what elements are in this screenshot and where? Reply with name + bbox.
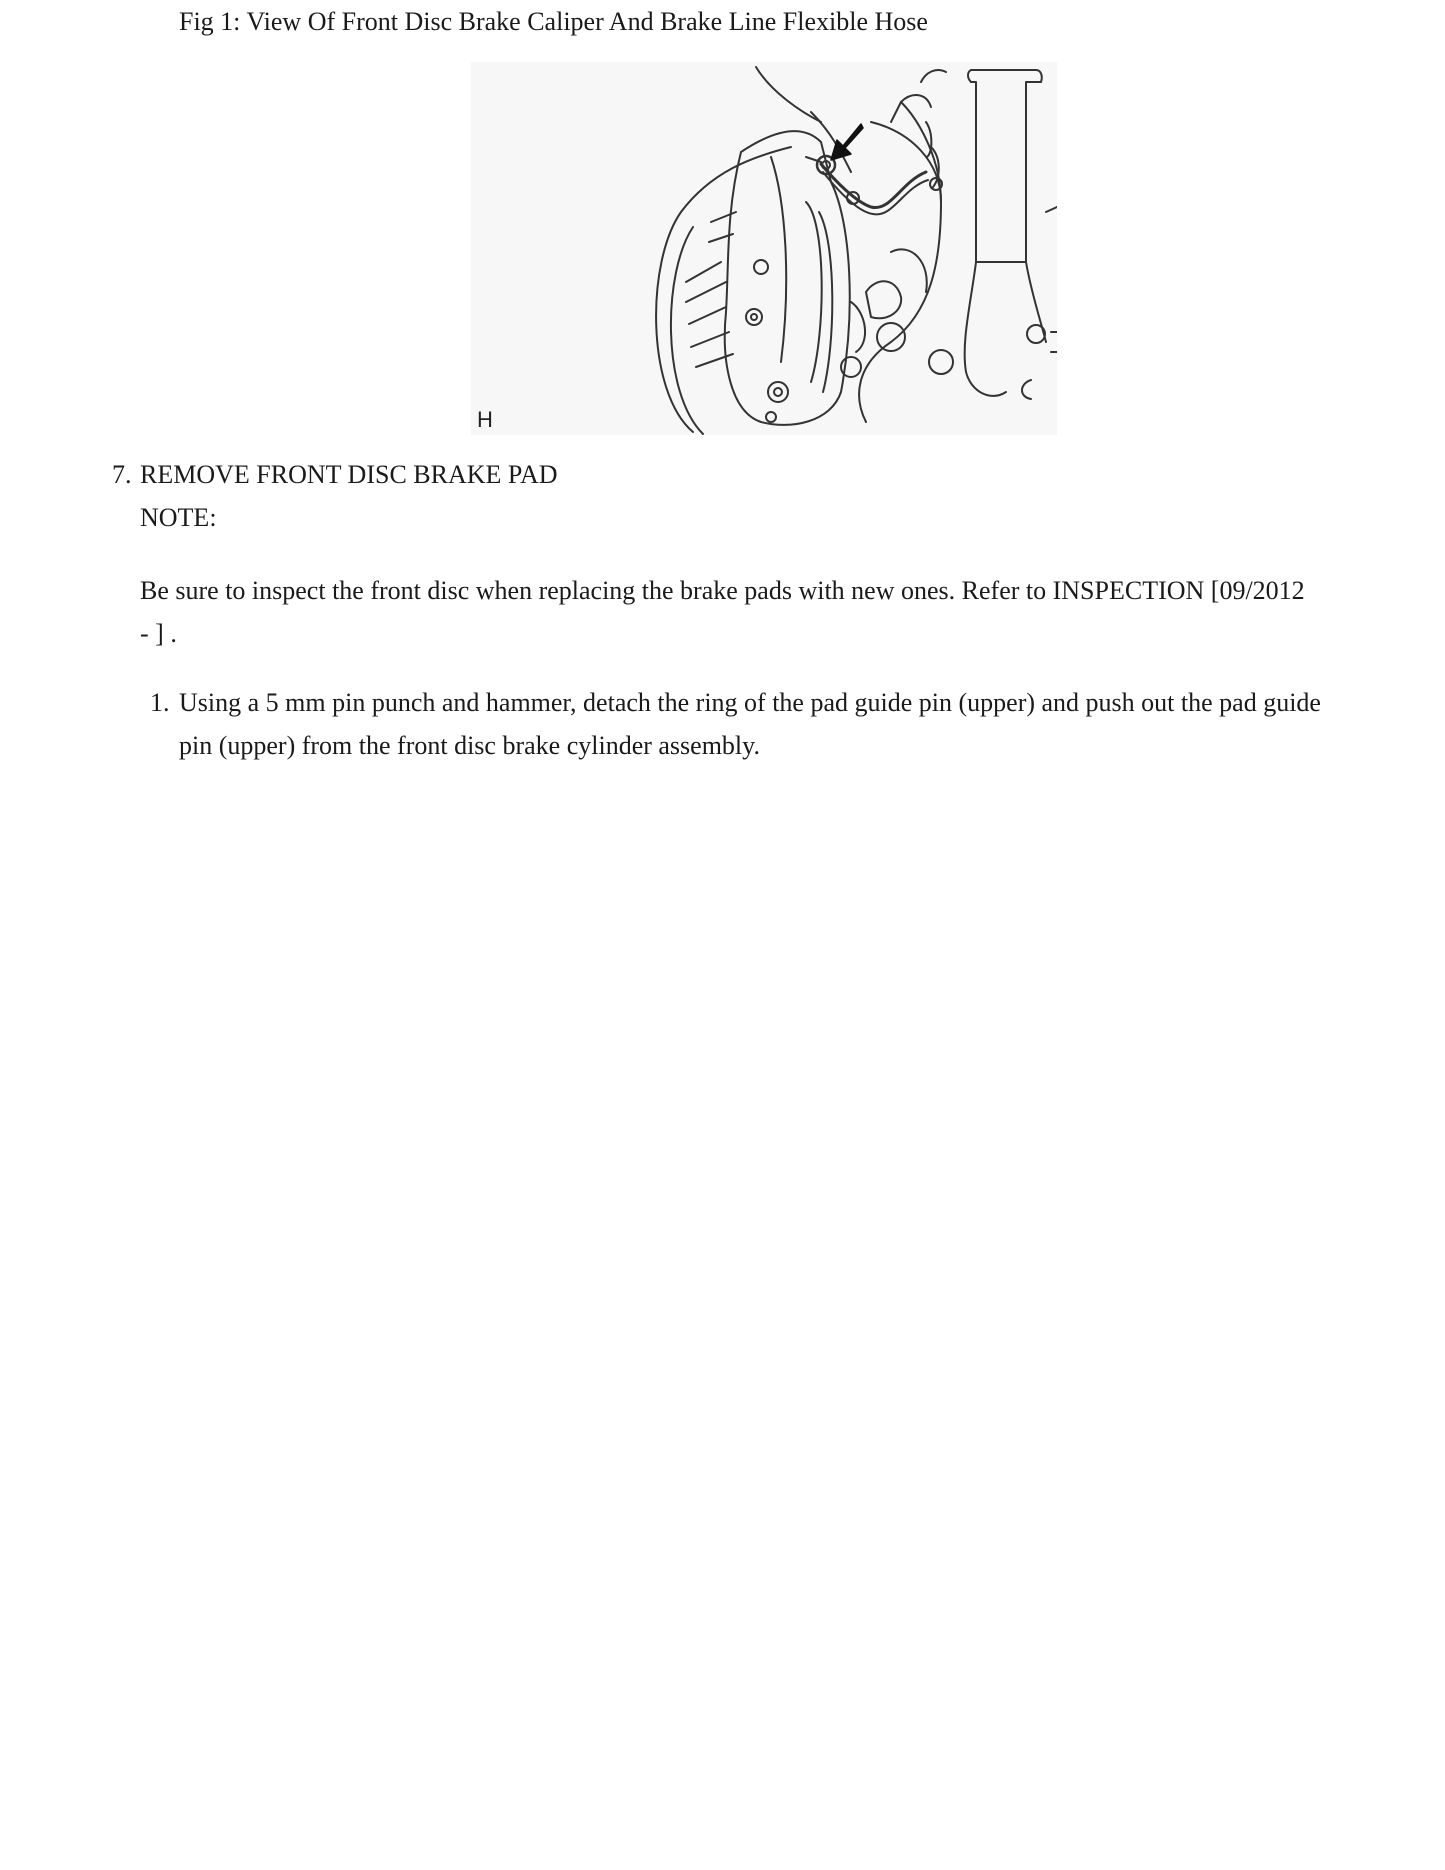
- brake-caliper-figure: [471, 62, 1057, 435]
- figure-corner-label: H: [477, 407, 493, 432]
- brake-caliper-illustration: [471, 62, 1057, 435]
- figure-caption: Fig 1: View Of Front Disc Brake Caliper And Brake Line Flexible Hose: [179, 7, 928, 36]
- substep-text: Using a 5 mm pin punch and hammer, detach the ring of the pad guide pin (upper) and push out the pad guide pin (upper) from the front disc brake cylinder assembly.: [179, 688, 1321, 760]
- substep-number: 1.: [150, 688, 170, 717]
- note-label: NOTE:: [140, 503, 217, 532]
- step-title: REMOVE FRONT DISC BRAKE PAD: [140, 460, 558, 489]
- step-heading: [112, 457, 558, 493]
- step-number: 7.: [112, 460, 132, 489]
- list-item: [150, 681, 1340, 767]
- note-text: Be sure to inspect the front disc when replacing the brake pads with new ones. Refer to INSPECTION [09/2012 - ] .: [140, 576, 1305, 648]
- arrow-down-left-icon: [831, 124, 863, 160]
